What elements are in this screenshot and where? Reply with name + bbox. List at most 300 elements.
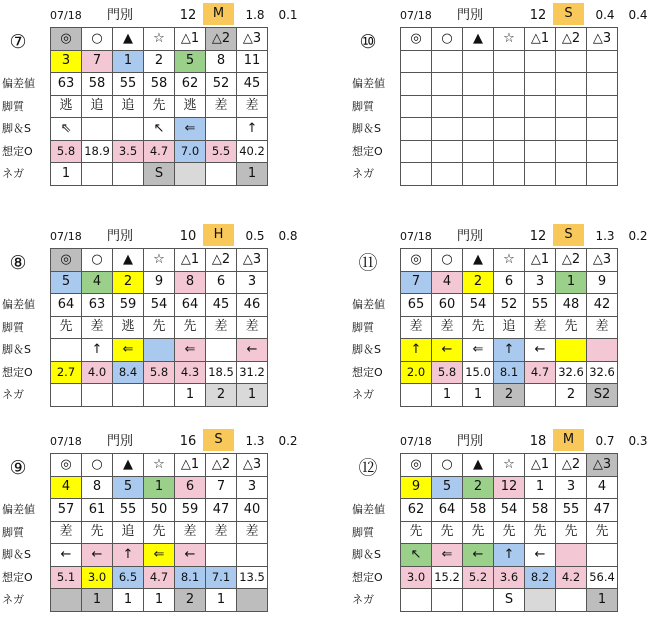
mark-cell: ▲ <box>113 28 144 51</box>
negative-cell <box>113 163 144 186</box>
negative-cell: 2 <box>494 384 525 407</box>
expected-odds-cell: 7.0 <box>175 140 206 163</box>
expected-odds-cell: 18.9 <box>82 140 113 163</box>
field-size: 12 <box>529 8 547 23</box>
row-label: 脚質 <box>352 99 374 113</box>
index-value-2: 0.1 <box>278 8 298 22</box>
leg-speed-cell <box>82 118 113 141</box>
deviation-cell: 63 <box>51 73 82 96</box>
horse-number-cell: 5 <box>113 476 144 499</box>
running-style-cell: 差 <box>432 316 463 339</box>
mark-cell: △2 <box>556 454 587 477</box>
deviation-row <box>51 73 268 96</box>
deviation-cell: 47 <box>587 499 618 522</box>
mark-cell: ◎ <box>51 28 82 51</box>
negative-cell <box>525 384 556 407</box>
negative-cell <box>463 163 494 186</box>
row-label: 想定O <box>352 570 383 584</box>
negative-row <box>51 589 268 612</box>
negative-cell <box>432 589 463 612</box>
field-size: 10 <box>179 229 197 244</box>
horse-number-cell <box>525 50 556 73</box>
venue-label: 門別 <box>457 434 484 449</box>
deviation-cell: 62 <box>401 499 432 522</box>
row-label: ネガ <box>2 388 24 401</box>
negative-cell <box>51 384 82 407</box>
running-style-cell: 差 <box>206 521 237 544</box>
horse-number-cell <box>556 50 587 73</box>
expected-odds-cell: 2.7 <box>51 361 82 384</box>
row-label: 脚＆S <box>352 122 381 135</box>
horse-number-cell: 3 <box>237 271 268 294</box>
expected-odds-cell: 32.6 <box>556 361 587 384</box>
leg-speed-cell: ← <box>525 544 556 567</box>
mark-row <box>401 249 618 272</box>
horse-number-cell: 6 <box>206 271 237 294</box>
race-date: 07/18 <box>400 9 432 22</box>
negative-cell: 2 <box>206 384 237 407</box>
index-value-1: 1.3 <box>245 434 265 448</box>
running-style-cell: 差 <box>175 521 206 544</box>
leg-speed-cell <box>206 118 237 141</box>
expected-odds-cell: 40.2 <box>237 140 268 163</box>
negative-cell <box>494 163 525 186</box>
leg-speed-cell <box>206 544 237 567</box>
expected-odds-cell: 56.4 <box>587 566 618 589</box>
grade-badge: S <box>553 224 584 246</box>
horse-number-cell: 3 <box>237 476 268 499</box>
deviation-row <box>401 73 618 96</box>
panel-header <box>400 429 652 453</box>
running-style-cell: 先 <box>525 521 556 544</box>
running-style-cell: 追 <box>113 95 144 118</box>
row-label: 脚質 <box>352 320 374 334</box>
running-style-cell: 先 <box>144 95 175 118</box>
horse-grid <box>50 27 268 186</box>
expected-odds-cell: 8.1 <box>494 361 525 384</box>
negative-cell <box>175 163 206 186</box>
horse-number-cell: 11 <box>237 50 268 73</box>
deviation-cell: 55 <box>113 499 144 522</box>
horse-number-cell: 9 <box>587 271 618 294</box>
index-value-2: 0.4 <box>628 8 648 22</box>
venue-label: 門別 <box>457 229 484 244</box>
mark-cell: △1 <box>525 249 556 272</box>
row-label: 想定O <box>352 144 383 158</box>
deviation-cell: 63 <box>82 294 113 317</box>
running-style-cell: 逃 <box>113 316 144 339</box>
mark-cell: ◎ <box>401 454 432 477</box>
expected-odds-cell: 31.2 <box>237 361 268 384</box>
row-label: ネガ <box>2 593 24 606</box>
mark-cell: ▲ <box>463 28 494 51</box>
mark-cell: △1 <box>175 28 206 51</box>
deviation-cell <box>463 73 494 96</box>
panel-header <box>400 3 652 27</box>
mark-cell: △2 <box>206 28 237 51</box>
negative-cell <box>525 589 556 612</box>
expected-odds-cell: 13.5 <box>237 566 268 589</box>
running-style-cell: 差 <box>237 521 268 544</box>
leg-speed-cell: ← <box>237 339 268 362</box>
negative-cell <box>237 589 268 612</box>
expected-odds-cell: 15.0 <box>463 361 494 384</box>
expected-odds-cell: 4.0 <box>82 361 113 384</box>
expected-odds-cell: 4.7 <box>144 566 175 589</box>
leg-speed-cell <box>556 339 587 362</box>
leg-speed-row <box>401 118 618 141</box>
running-style-cell: 先 <box>494 521 525 544</box>
running-style-cell: 先 <box>556 316 587 339</box>
horse-number-cell: 5 <box>432 476 463 499</box>
running-style-row <box>401 521 618 544</box>
horse-number-cell <box>587 50 618 73</box>
running-style-cell: 逃 <box>51 95 82 118</box>
mark-row <box>401 454 618 477</box>
negative-cell <box>401 384 432 407</box>
leg-speed-cell: ↖ <box>144 118 175 141</box>
horse-number-cell: 1 <box>556 271 587 294</box>
index-value-1: 1.3 <box>595 229 615 243</box>
negative-cell: 2 <box>556 384 587 407</box>
row-label: 脚質 <box>352 525 374 539</box>
leg-speed-row <box>401 544 618 567</box>
index-value-1: 0.4 <box>595 8 615 22</box>
negative-cell <box>206 163 237 186</box>
leg-speed-cell <box>206 339 237 362</box>
expected-odds-cell: 5.1 <box>51 566 82 589</box>
race-number: ⑪ <box>358 252 378 274</box>
row-label: 偏差値 <box>2 503 35 516</box>
deviation-cell: 50 <box>144 499 175 522</box>
leg-speed-cell <box>587 118 618 141</box>
negative-cell: 1 <box>237 163 268 186</box>
horse-grid <box>400 27 618 186</box>
deviation-cell: 55 <box>556 499 587 522</box>
expected-odds-row <box>51 361 268 384</box>
race-date: 07/18 <box>50 9 82 22</box>
leg-speed-cell: ← <box>82 544 113 567</box>
mark-cell: △1 <box>525 28 556 51</box>
row-label: ネガ <box>2 167 24 180</box>
expected-odds-row <box>401 566 618 589</box>
negative-cell <box>82 163 113 186</box>
venue-label: 門別 <box>107 8 134 23</box>
expected-odds-cell: 4.2 <box>556 566 587 589</box>
running-style-cell: 差 <box>206 316 237 339</box>
horse-number-cell: 2 <box>144 50 175 73</box>
horse-number-row <box>51 271 268 294</box>
horse-number-cell: 8 <box>175 271 206 294</box>
mark-cell: △3 <box>587 28 618 51</box>
horse-grid <box>50 248 268 407</box>
negative-cell: 2 <box>175 589 206 612</box>
race-date: 07/18 <box>400 435 432 448</box>
deviation-cell: 52 <box>494 294 525 317</box>
horse-number-cell <box>494 50 525 73</box>
running-style-cell: 先 <box>463 521 494 544</box>
running-style-cell <box>463 95 494 118</box>
expected-odds-cell <box>525 140 556 163</box>
deviation-cell: 54 <box>463 294 494 317</box>
running-style-cell <box>556 95 587 118</box>
deviation-cell: 64 <box>175 294 206 317</box>
expected-odds-cell: 6.5 <box>113 566 144 589</box>
row-label: 偏差値 <box>2 298 35 311</box>
horse-number-cell: 1 <box>113 50 144 73</box>
horse-number-row <box>401 50 618 73</box>
expected-odds-cell <box>556 140 587 163</box>
leg-speed-cell: ⇐ <box>113 339 144 362</box>
grade-badge: H <box>203 224 234 246</box>
field-size: 18 <box>529 434 547 449</box>
leg-speed-cell: ← <box>525 339 556 362</box>
horse-grid <box>400 453 618 612</box>
mark-cell: △2 <box>556 249 587 272</box>
row-label: 偏差値 <box>352 503 385 516</box>
running-style-cell: 先 <box>463 316 494 339</box>
horse-number-cell: 1 <box>525 476 556 499</box>
field-size: 12 <box>179 8 197 23</box>
deviation-cell: 42 <box>587 294 618 317</box>
mark-row <box>51 249 268 272</box>
running-style-cell: 差 <box>237 95 268 118</box>
leg-speed-cell: ⇐ <box>432 544 463 567</box>
race-panel <box>2 224 302 414</box>
expected-odds-cell: 5.8 <box>144 361 175 384</box>
field-size: 12 <box>529 229 547 244</box>
mark-cell: △1 <box>175 454 206 477</box>
mark-cell: ○ <box>82 454 113 477</box>
row-label: 想定O <box>352 365 383 379</box>
deviation-row <box>51 294 268 317</box>
negative-cell: 1 <box>144 589 175 612</box>
row-label: 脚＆S <box>2 122 31 135</box>
mark-cell: △2 <box>206 249 237 272</box>
negative-cell: 1 <box>82 589 113 612</box>
mark-cell: ▲ <box>463 249 494 272</box>
index-value-1: 0.5 <box>245 229 265 243</box>
leg-speed-cell <box>401 118 432 141</box>
negative-cell <box>556 589 587 612</box>
mark-cell: △3 <box>587 249 618 272</box>
negative-cell <box>525 163 556 186</box>
horse-number-cell: 5 <box>175 50 206 73</box>
mark-cell: ▲ <box>113 249 144 272</box>
negative-row <box>51 163 268 186</box>
leg-speed-cell: ↑ <box>401 339 432 362</box>
venue-label: 門別 <box>107 229 134 244</box>
row-label: 脚質 <box>2 525 24 539</box>
leg-speed-cell: ⇐ <box>463 339 494 362</box>
deviation-cell <box>432 73 463 96</box>
running-style-cell: 先 <box>175 316 206 339</box>
race-number: ⑨ <box>9 457 27 479</box>
running-style-cell: 先 <box>432 521 463 544</box>
negative-cell <box>144 384 175 407</box>
expected-odds-cell: 18.5 <box>206 361 237 384</box>
expected-odds-cell: 3.6 <box>494 566 525 589</box>
horse-number-cell: 6 <box>175 476 206 499</box>
expected-odds-cell: 5.8 <box>432 361 463 384</box>
row-label: 偏差値 <box>352 298 385 311</box>
running-style-row <box>51 316 268 339</box>
race-date: 07/18 <box>50 230 82 243</box>
deviation-row <box>401 499 618 522</box>
running-style-cell: 差 <box>82 316 113 339</box>
venue-label: 門別 <box>457 8 484 23</box>
row-label: 偏差値 <box>352 77 385 90</box>
leg-speed-cell: ← <box>463 544 494 567</box>
running-style-cell <box>401 95 432 118</box>
index-value-1: 1.8 <box>245 8 265 22</box>
negative-cell <box>587 163 618 186</box>
mark-cell: △3 <box>237 249 268 272</box>
horse-number-cell: 9 <box>144 271 175 294</box>
horse-number-row <box>51 50 268 73</box>
mark-cell: ▲ <box>113 454 144 477</box>
field-size: 16 <box>179 434 197 449</box>
running-style-cell: 差 <box>401 316 432 339</box>
negative-cell: S <box>494 589 525 612</box>
mark-cell: ◎ <box>401 249 432 272</box>
expected-odds-row <box>401 140 618 163</box>
index-value-2: 0.2 <box>628 229 648 243</box>
mark-cell: ○ <box>432 454 463 477</box>
expected-odds-row <box>401 361 618 384</box>
mark-row <box>51 28 268 51</box>
expected-odds-row <box>51 566 268 589</box>
deviation-row <box>51 499 268 522</box>
leg-speed-cell: ↑ <box>494 339 525 362</box>
leg-speed-cell: ↑ <box>113 544 144 567</box>
deviation-cell: 48 <box>556 294 587 317</box>
running-style-cell: 先 <box>144 521 175 544</box>
mark-cell: △3 <box>587 454 618 477</box>
running-style-row <box>401 316 618 339</box>
venue-label: 門別 <box>107 434 134 449</box>
horse-number-cell: 2 <box>463 271 494 294</box>
leg-speed-cell: ⇐ <box>175 339 206 362</box>
running-style-cell: 先 <box>587 521 618 544</box>
leg-speed-cell <box>463 118 494 141</box>
horse-number-cell: 4 <box>432 271 463 294</box>
horse-number-row <box>401 476 618 499</box>
mark-cell: ▲ <box>463 454 494 477</box>
running-style-cell: 先 <box>401 521 432 544</box>
deviation-cell: 61 <box>82 499 113 522</box>
expected-odds-cell: 5.2 <box>463 566 494 589</box>
deviation-cell: 59 <box>113 294 144 317</box>
horse-number-cell: 4 <box>51 476 82 499</box>
running-style-cell: 追 <box>494 316 525 339</box>
expected-odds-cell: 4.7 <box>144 140 175 163</box>
expected-odds-cell <box>401 140 432 163</box>
leg-speed-row <box>401 339 618 362</box>
deviation-cell: 52 <box>206 73 237 96</box>
negative-row <box>51 384 268 407</box>
row-label: 脚＆S <box>2 343 31 356</box>
deviation-cell <box>401 73 432 96</box>
negative-cell: S <box>144 163 175 186</box>
row-label: 想定O <box>2 144 33 158</box>
expected-odds-cell: 3.5 <box>113 140 144 163</box>
running-style-cell: 差 <box>587 316 618 339</box>
index-value-1: 0.7 <box>595 434 615 448</box>
expected-odds-cell: 4.3 <box>175 361 206 384</box>
leg-speed-cell <box>144 339 175 362</box>
mark-cell: △2 <box>556 28 587 51</box>
expected-odds-cell: 8.1 <box>175 566 206 589</box>
deviation-cell: 40 <box>237 499 268 522</box>
horse-number-cell <box>463 50 494 73</box>
mark-cell: ☆ <box>144 454 175 477</box>
index-value-2: 0.8 <box>278 229 298 243</box>
running-style-cell <box>494 95 525 118</box>
horse-number-cell: 12 <box>494 476 525 499</box>
panel-header <box>50 3 302 27</box>
running-style-row <box>51 521 268 544</box>
race-date: 07/18 <box>50 435 82 448</box>
mark-cell: ○ <box>432 249 463 272</box>
horse-number-cell: 8 <box>82 476 113 499</box>
expected-odds-cell: 2.0 <box>401 361 432 384</box>
deviation-cell <box>556 73 587 96</box>
running-style-cell <box>525 95 556 118</box>
running-style-cell: 差 <box>237 316 268 339</box>
row-label: 想定O <box>2 570 33 584</box>
row-label: ネガ <box>352 167 374 180</box>
row-label: 脚＆S <box>352 343 381 356</box>
deviation-cell: 58 <box>463 499 494 522</box>
panel-header <box>400 224 652 248</box>
expected-odds-cell <box>587 140 618 163</box>
mark-cell: ☆ <box>494 28 525 51</box>
mark-cell: ☆ <box>494 249 525 272</box>
horse-number-cell <box>432 50 463 73</box>
deviation-cell: 58 <box>82 73 113 96</box>
expected-odds-cell: 8.2 <box>525 566 556 589</box>
horse-number-cell <box>401 50 432 73</box>
leg-speed-cell: ↑ <box>237 118 268 141</box>
deviation-cell: 54 <box>494 499 525 522</box>
mark-cell: △1 <box>525 454 556 477</box>
expected-odds-cell: 4.7 <box>525 361 556 384</box>
expected-odds-cell: 8.4 <box>113 361 144 384</box>
mark-cell: ○ <box>432 28 463 51</box>
deviation-cell <box>494 73 525 96</box>
leg-speed-cell: ← <box>51 544 82 567</box>
row-label: 偏差値 <box>2 77 35 90</box>
negative-cell <box>401 589 432 612</box>
running-style-cell: 差 <box>206 95 237 118</box>
expected-odds-cell <box>432 140 463 163</box>
running-style-cell: 先 <box>556 521 587 544</box>
mark-row <box>51 454 268 477</box>
horse-number-cell: 3 <box>556 476 587 499</box>
grade-badge: S <box>203 429 234 451</box>
horse-number-cell: 2 <box>463 476 494 499</box>
negative-cell <box>82 384 113 407</box>
race-number: ⑧ <box>9 252 27 274</box>
running-style-cell: 先 <box>144 316 175 339</box>
mark-cell: △2 <box>206 454 237 477</box>
mark-cell: △3 <box>237 28 268 51</box>
expected-odds-cell: 32.6 <box>587 361 618 384</box>
expected-odds-cell: 15.2 <box>432 566 463 589</box>
mark-cell: ☆ <box>144 28 175 51</box>
index-value-2: 0.3 <box>628 434 648 448</box>
